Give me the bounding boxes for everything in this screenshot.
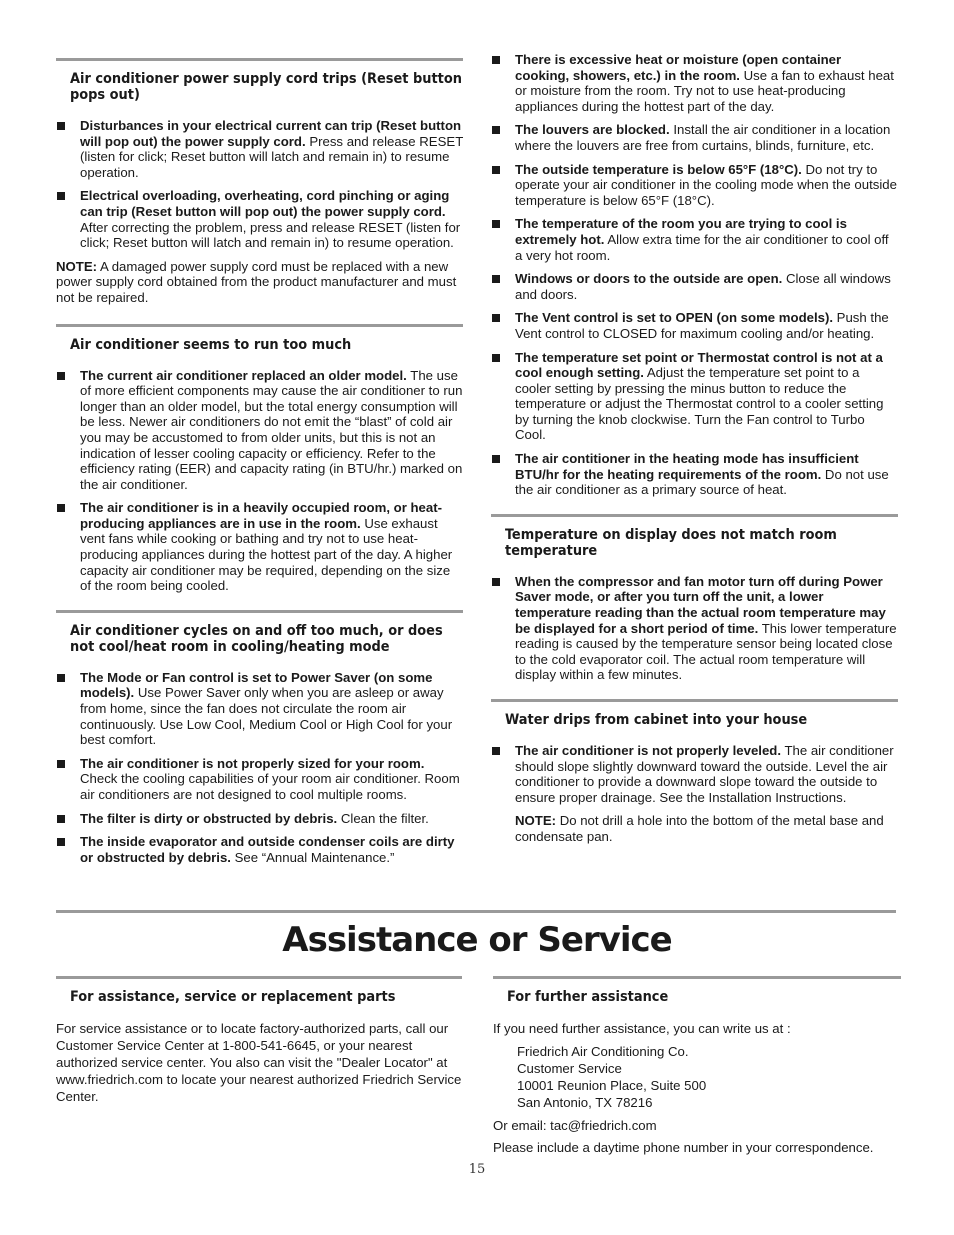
section-heading: Temperature on display does not match room temperature [505, 526, 837, 559]
page-title: Assistance or Service [282, 920, 672, 960]
list-item [491, 743, 898, 805]
section-rule [491, 699, 898, 702]
item-text: The air conditioner should slope slightly downward toward the outside. Level the air conditioner to provide a downward slope toward the outside to ensure proper drainage. See the Installation Instructions. [515, 743, 894, 805]
item-lead: The outside temperature is below 65°F (18°C). [515, 161, 802, 177]
item-text: Use a fan to exhaust heat or moisture from the room. Try not to use heat-producing appliances during the hottest part of the day. [515, 67, 894, 114]
section-runs-too-much [56, 324, 463, 594]
bullet-list [491, 574, 898, 683]
square-bullet-icon [57, 815, 65, 823]
section-rule [491, 514, 898, 517]
item-text: After correcting the problem, press and release RESET (listen for click; Reset button will latch and remain in) to resume operation. [80, 219, 461, 251]
item-text: Use Power Saver only when you are asleep or away from home, since the fan does not circulate the room air continuously. Use Low Cool, Medium Cool or High Cool for your best comfort. [80, 685, 453, 748]
item-lead: Electrical overloading, overheating, cord pinching or aging can trip (Reset button will pop out) the power supply cord. [80, 188, 450, 219]
section-heading: Air conditioner cycles on and off too much, or does not cool/heat room in cooling/heating mode [70, 622, 443, 655]
item-text: Allow extra time for the air conditioner to cool off a very hot room. [515, 231, 889, 263]
item-text: This lower temperature reading is caused by the temperature sensor being located close to the cold evaporator coil. The actual room temperature will display within a few minutes. [515, 620, 897, 683]
item-lead: Disturbances in your electrical current can trip (Reset button will pop out) the power supply cord. [80, 118, 462, 149]
square-bullet-icon [492, 578, 500, 586]
section-heading: Water drips from cabinet into your house [505, 712, 808, 728]
section-rule [493, 976, 901, 979]
square-bullet-icon [492, 126, 500, 134]
square-bullet-icon [492, 455, 500, 463]
bullet-list [56, 670, 463, 866]
square-bullet-icon [57, 504, 65, 512]
list-item [56, 756, 463, 803]
section-cycles-continued [491, 52, 898, 498]
section-display-temperature [491, 514, 898, 683]
square-bullet-icon [57, 838, 65, 846]
section-heading: For further assistance [507, 989, 669, 1005]
item-lead: The temperature set point or Thermostat control is not at a cool enough setting. [515, 349, 883, 381]
square-bullet-icon [492, 314, 500, 322]
right-column [491, 52, 898, 855]
item-lead: The filter is dirty or obstructed by debris. [80, 810, 338, 826]
square-bullet-icon [492, 56, 500, 64]
square-bullet-icon [492, 354, 500, 362]
list-item [56, 368, 463, 493]
bullet-list [491, 743, 898, 805]
list-item [56, 670, 463, 748]
square-bullet-icon [492, 275, 500, 283]
item-text: The use of more efficient components may cause the air conditioner to run longer than an older model, but the total energy consumption will be less. Newer air conditioners do not emit the “blast” of cold air you may be accustomed to from older units, but this is not an indication of lesser cooling capacity or efficiency. Refer to the efficiency rating (EER) and capacity rating (in BTU/hr.) marked on the air conditioner. [80, 367, 463, 492]
bullet-list [491, 52, 898, 498]
note [56, 259, 463, 306]
item-lead: The current air conditioner replaced an older model. [80, 367, 407, 383]
assistance-left [56, 976, 462, 1105]
item-lead: The air conditioner is not properly sized for your room. [80, 755, 425, 771]
list-item [56, 188, 463, 250]
title-rule [56, 910, 896, 913]
square-bullet-icon [492, 220, 500, 228]
item-lead: The louvers are blocked. [515, 122, 670, 138]
square-bullet-icon [492, 166, 500, 174]
list-item [491, 574, 898, 683]
item-lead: The inside evaporator and outside condenser coils are dirty or obstructed by debris. [80, 834, 455, 865]
bullet-list [56, 118, 463, 251]
section-rule [56, 610, 463, 613]
section-heading: For assistance, service or replacement parts [70, 989, 396, 1005]
item-lead: The temperature of the room you are trying to cool is extremely hot. [515, 216, 847, 247]
assistance-intro: If you need further assistance, you can write us at : [493, 1021, 791, 1036]
address-line: San Antonio, TX 78216 [517, 1095, 653, 1110]
list-item [491, 271, 898, 302]
list-item [491, 451, 898, 498]
list-item [491, 350, 898, 444]
address-line: Friedrich Air Conditioning Co. [517, 1044, 689, 1059]
square-bullet-icon [57, 192, 65, 200]
item-lead: The Vent control is set to OPEN (on some models). [515, 310, 834, 326]
assistance-text: For service assistance or to locate factory-authorized parts, call our Customer Service Center at 1-800-541-6645, or your nearest authorized service center. You also can visit the "Dealer Locator" at www.friedrich.com to locate your nearest authorized Friedrich Service Center. [56, 1021, 462, 1104]
section-heading: Air conditioner seems to run too much [70, 336, 352, 353]
item-text: Close all windows and doors. [515, 271, 891, 302]
mailing-address [517, 1043, 901, 1111]
list-item [56, 834, 463, 865]
note-label: NOTE: [515, 813, 557, 829]
item-lead: The Mode or Fan control is set to Power Saver (on some models). [80, 669, 433, 701]
list-item [56, 500, 463, 594]
item-text: Clean the filter. [337, 810, 429, 826]
section-cycles [56, 610, 463, 866]
item-lead: When the compressor and fan motor turn off during Power Saver mode, or after you turn off the unit, a lower temperature reading than the actual room temperature may be displayed for a short period of time. [515, 573, 886, 636]
bullet-list [56, 368, 463, 594]
list-item [491, 122, 898, 153]
list-item [56, 811, 463, 827]
section-rule [56, 976, 462, 979]
page-number: 15 [468, 1162, 486, 1177]
section-water-drips [491, 699, 898, 845]
list-item [491, 310, 898, 341]
item-text: Press and release RESET (listen for click; Reset button will latch and remain in) to resume operation. [80, 133, 464, 180]
item-lead: The air conditioner is in a heavily occupied room, or heat-producing appliances are in use in the room. [80, 500, 442, 531]
list-item [491, 216, 898, 263]
item-lead: The air contitioner in the heating mode has insufficient BTU/hr for the heating requirements of the room. [515, 451, 859, 482]
square-bullet-icon [57, 760, 65, 768]
note-text: Do not drill a hole into the bottom of the metal base and condensate pan. [515, 813, 884, 844]
square-bullet-icon [492, 747, 500, 755]
item-text: Do not try to operate your air conditioner in the cooling mode when the outside temperature is below 65°F (18°C). [515, 161, 897, 208]
item-text: Use exhaust vent fans while cooking or bathing and try not to use heat-producing appliances during the hottest part of the day. A higher capacity air conditioner may be required, depending on the size of the room being cooled. [80, 515, 453, 594]
item-text: Do not use the air conditioner as a primary source of heat. [515, 466, 889, 498]
section-rule [56, 58, 463, 61]
item-text: Adjust the temperature set point to a cooler setting by pressing the minus button to reduce the temperature or adjust the Thermostat control to a cooler setting by turning the knob clockwise. Turn the Fan control to Turbo Cool. [515, 365, 884, 443]
item-text: Check the cooling capabilities of your room air conditioner. Room air conditioners are not designed to cool multiple rooms. [80, 771, 460, 802]
note-label: NOTE: [56, 258, 98, 274]
square-bullet-icon [57, 674, 65, 682]
address-line: Customer Service [517, 1061, 622, 1076]
section-heading: Air conditioner power supply cord trips (Reset button pops out) [70, 71, 462, 103]
note [515, 813, 898, 844]
list-item [56, 118, 463, 180]
item-text: See “Annual Maintenance.” [230, 849, 395, 865]
item-lead: The air conditioner is not properly leveled. [515, 743, 782, 758]
closing-line: Please include a daytime phone number in your correspondence. [493, 1140, 874, 1155]
item-text: Install the air conditioner in a location where the louvers are free from curtains, blinds, furniture, etc. [515, 122, 891, 153]
section-rule [56, 324, 463, 327]
list-item [491, 52, 898, 114]
item-lead: There is excessive heat or moisture (open container cooking, showers, etc.) in the room. [515, 52, 842, 83]
list-item [491, 162, 898, 209]
address-line: 10001 Reunion Place, Suite 500 [517, 1078, 707, 1093]
section-cord-trips [56, 58, 463, 306]
item-text: Push the Vent control to CLOSED for maximum cooling and/or heating. [515, 310, 889, 341]
square-bullet-icon [57, 372, 65, 380]
note-text: A damaged power supply cord must be replaced with a new power supply cord obtained from the product manufacturer and must not be repaired. [56, 258, 457, 305]
email-line: Or email: tac@friedrich.com [493, 1118, 657, 1133]
square-bullet-icon [57, 122, 65, 130]
item-lead: Windows or doors to the outside are open. [515, 271, 783, 287]
assistance-right [493, 976, 901, 1156]
left-column [56, 58, 463, 873]
